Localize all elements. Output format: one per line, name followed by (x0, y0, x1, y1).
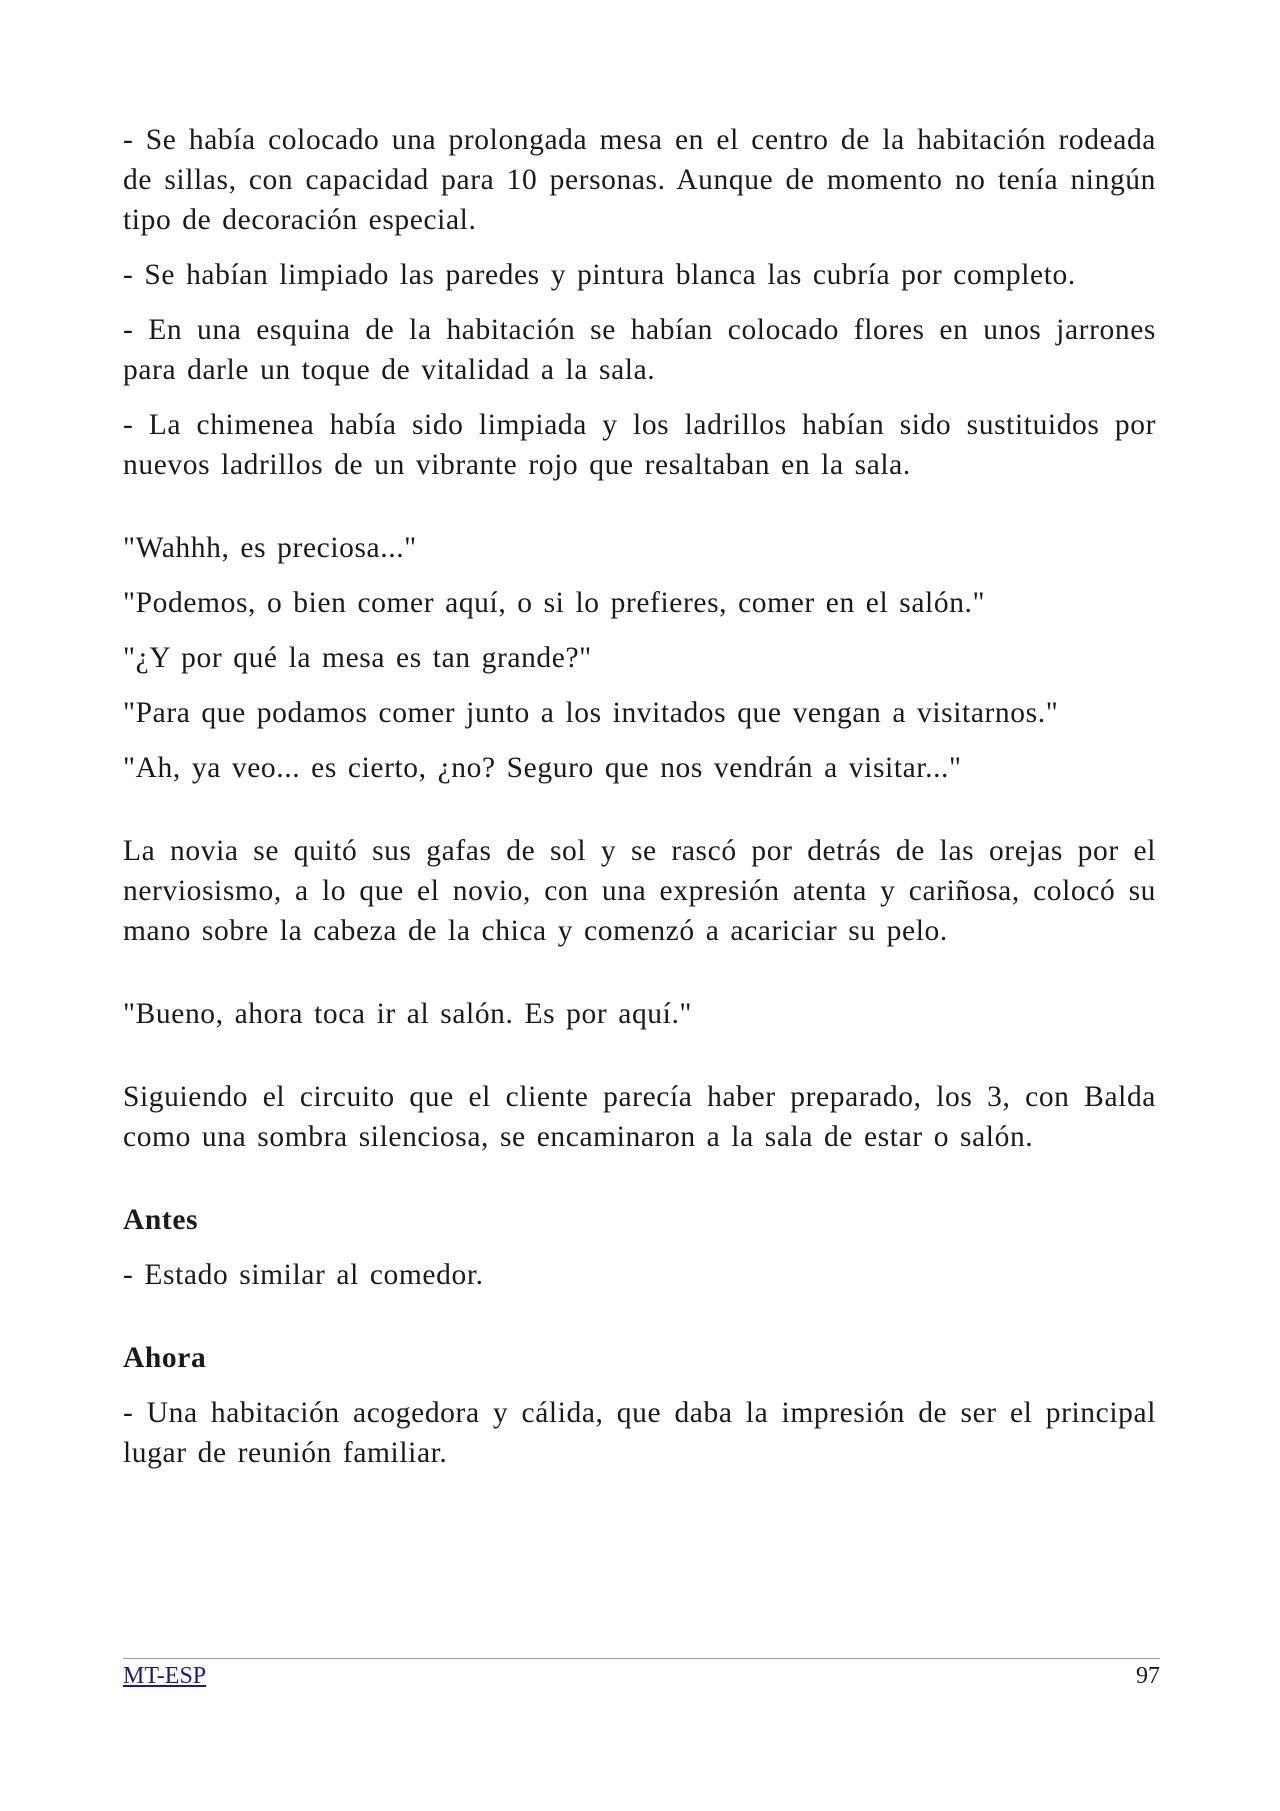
dialogue-line: "Bueno, ahora toca ir al salón. Es por aquí." (123, 998, 693, 1030)
list-item-before: - Estado similar al comedor. (123, 1259, 484, 1291)
page-body (123, 120, 1156, 1473)
footer-divider (123, 1658, 1160, 1659)
narrative-paragraph: La novia se quitó sus gafas de sol y se rascó por detrás de las orejas por el nerviosismo, a lo que el novio, con una expresión atenta y cariñosa, colocó su mano sobre la cabeza de la chica y comenzó a acariciar su pelo. (123, 835, 1156, 947)
list-item-fireplace: - La chimenea había sido limpiada y los ladrillos habían sido sustituidos por nuevos ladrillos de un vibrante rojo que resaltaban en la sala. (123, 409, 1156, 481)
page-number: 97 (1136, 1663, 1160, 1689)
list-item-walls: - Se habían limpiado las paredes y pintura blanca las cubría por completo. (123, 259, 1076, 291)
list-item-now: - Una habitación acogedora y cálida, que daba la impresión de ser el principal lugar de reunión familiar. (123, 1397, 1156, 1469)
dialogue-line: "¿Y por qué la mesa es tan grande?" (123, 642, 592, 674)
dialogue-line: "Para que podamos comer junto a los invitados que vengan a visitarnos." (123, 697, 1059, 729)
footer-link[interactable]: MT-ESP (123, 1663, 207, 1689)
list-item-table: - Se había colocado una prolongada mesa en el centro de la habitación rodeada de sillas, con capacidad para 10 personas. Aunque de momento no tenía ningún tipo de decoración especial. (123, 124, 1156, 236)
dialogue-line: "Podemos, o bien comer aquí, o si lo prefieres, comer en el salón." (123, 587, 986, 619)
narrative-paragraph: Siguiendo el circuito que el cliente parecía haber preparado, los 3, con Balda como una sombra silenciosa, se encaminaron a la sala de estar o salón. (123, 1081, 1156, 1153)
section-heading-before: Antes (123, 1204, 199, 1236)
dialogue-line: "Ah, ya veo... es cierto, ¿no? Seguro que nos vendrán a visitar..." (123, 752, 962, 784)
dialogue-line: "Wahhh, es preciosa..." (123, 532, 417, 564)
section-heading-now: Ahora (123, 1342, 207, 1374)
list-item-flowers: - En una esquina de la habitación se habían colocado flores en unos jarrones para darle un toque de vitalidad a la sala. (123, 314, 1156, 386)
